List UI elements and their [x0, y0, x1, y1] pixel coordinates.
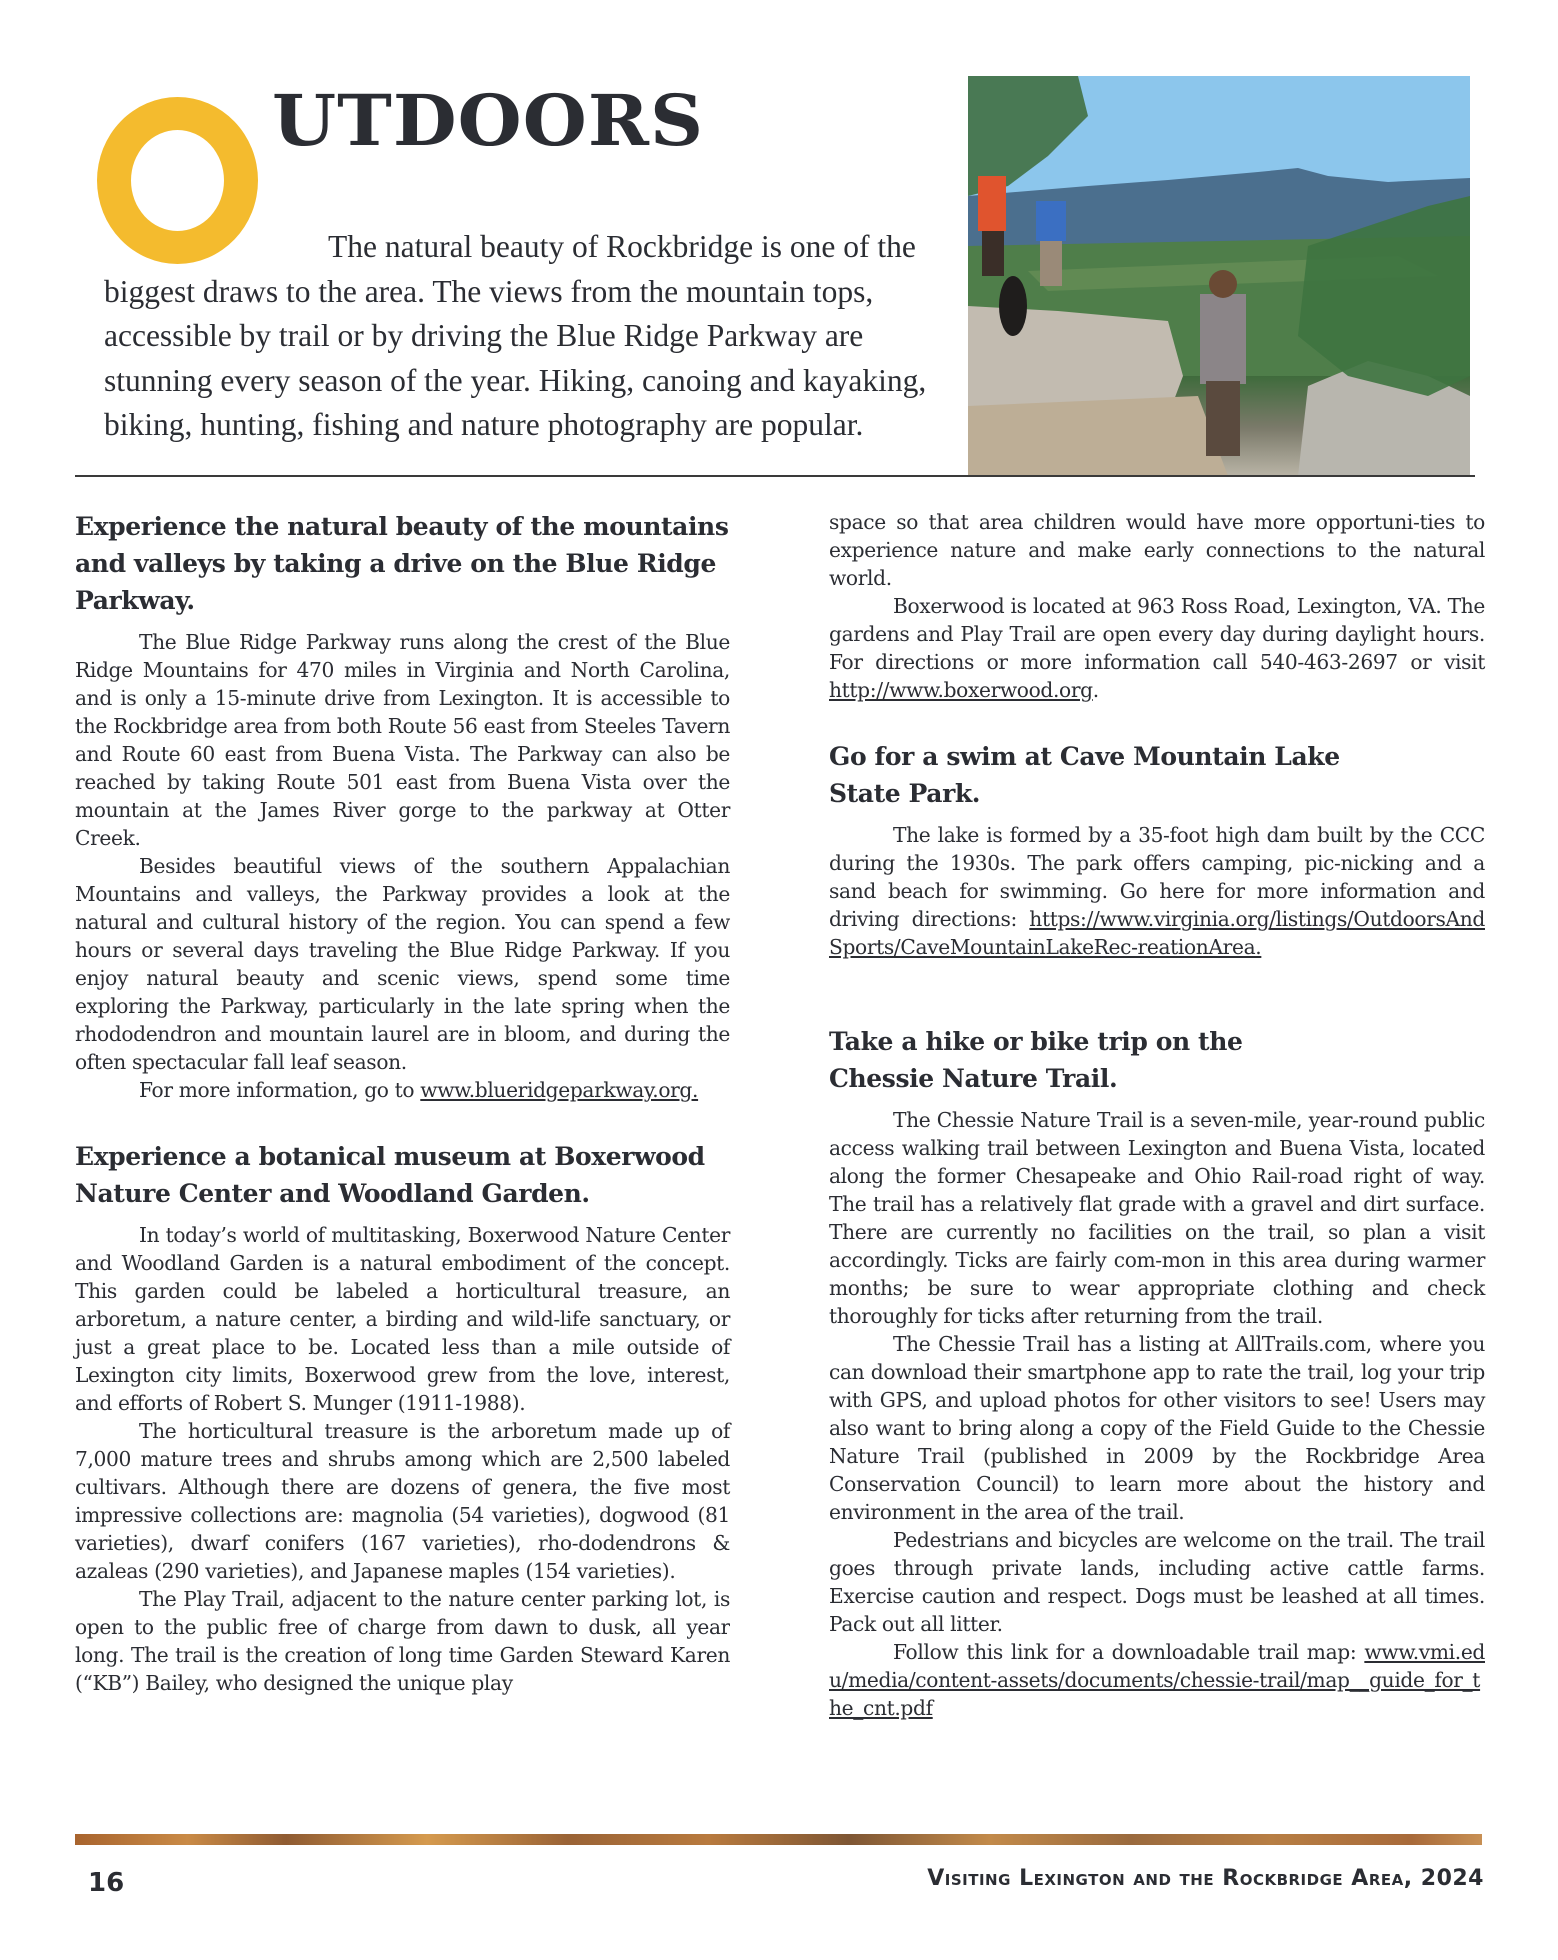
intro-text: The natural beauty of Rockbridge is one of the biggest draws to the area. The views from the mountain tops, accessible by trail or by driving the Blue Ridge Parkway are stunning every season of the year. Hiking, canoing and kayaking, biking, hunting, fishing and nature photography are popular. [104, 229, 927, 443]
photo-illustration [968, 76, 1470, 476]
boxerwood-paragraph-3-continued: space so that area children would have more opportuni-ties to experience nature and make early connections to the natural world. [829, 510, 1485, 590]
photo-dog [999, 276, 1027, 336]
chessie-paragraph-3: Pedestrians and bicycles are welcome on the trail. The trail goes through private lands, including active cattle farms. Exercise caution and respect. Dogs must be leashed at all times. Pack out all litter. [829, 1528, 1485, 1636]
chessie-paragraph-4: Follow this link for a downloadable trail map: www.vmi.edu/media/content-assets/documents/chessie-trail/map__guide_for_the_cnt.pdf [829, 1640, 1485, 1720]
section-heading-cave-mountain: Go for a swim at Cave Mountain Lake State Park. [829, 742, 1340, 808]
section-heading-parkway: Experience the natural beauty of the mountains and valleys by taking a drive on the Blue Ridge Parkway. [75, 512, 729, 615]
chessie-paragraph-1: The Chessie Nature Trail is a seven-mile, year-round public access walking trail between Lexington and Buena Vista, located along the former Chesapeake and Ohio Rail-road right of way. The trail has a relatively flat grade with a gravel and dirt surface. There are currently no facilities on the trail, so plan a visit accordingly. Ticks are fairly com-mon in this area during warmer months; be sure to wear appropriate clothing and check thoroughly for ticks after returning from the trail. [829, 1108, 1485, 1328]
boxerwood-paragraph-4: Boxerwood is located at 963 Ross Road, Lexington, VA. The gardens and Play Trail are open every day during daylight hours. For directions or more information call 540-463-2697 or visit http://www.boxerwood.org. [829, 594, 1485, 702]
parkway-paragraph-1: The Blue Ridge Parkway runs along the crest of the Blue Ridge Mountains for 470 miles in Virginia and North Carolina, and is only a 15-minute drive from Lexington. It is accessible to the Rockbridge area from both Route 56 east from Steeles Tavern and Route 60 east from Buena Vista. The Parkway can also be reached by taking Route 501 east from Buena Vista over the mountain at the James River gorge to the parkway at Otter Creek. [75, 630, 730, 850]
left-column [75, 508, 730, 1697]
page-title: UTDOORS [272, 79, 705, 162]
photo-hiker-orange [978, 176, 1006, 231]
footer-decorative-bar [75, 1834, 1482, 1845]
parkway-paragraph-3: For more information, go to www.blueridgeparkway.org. [139, 1078, 699, 1102]
section-heading-chessie: Take a hike or bike trip on the Chessie Nature Trail. [829, 1027, 1243, 1093]
intro-paragraph [104, 225, 954, 448]
right-column [829, 508, 1485, 1722]
running-title: Visiting Lexington and the Rockbridge Area, 2024 [927, 1866, 1484, 1891]
header-divider [75, 475, 1475, 477]
chessie-map-link[interactable]: www.vmi.edu/media/content-assets/documents/chessie-trail/map__guide_for_the_cnt.pdf [829, 1640, 1485, 1720]
section-heading-boxerwood: Experience a botanical museum at Boxerwood Nature Center and Woodland Garden. [75, 1142, 705, 1208]
photo-hiker-blue-pack [1036, 201, 1066, 241]
page-number: 16 [88, 1868, 125, 1898]
parkway-paragraph-2: Besides beautiful views of the southern Appalachian Mountains and valleys, the Parkway provides a look at the natural and cultural history of the region. You can spend a few hours or several days traveling the Blue Ridge Parkway. If you enjoy natural beauty and scenic views, spend some time exploring the Parkway, particularly in the late spring when the rhododendron and mountain laurel are in bloom, and during the often spectacular fall leaf season. [75, 854, 730, 1074]
boxerwood-paragraph-2: The horticultural treasure is the arboretum made up of 7,000 mature trees and shrubs among which are 2,500 labeled cultivars. Although there are dozens of genera, the five most impressive collections are: magnolia (54 varieties), dogwood (81 varieties), dwarf conifers (167 varieties), rho-dodendrons & azaleas (290 varieties), and Japanese maples (154 varieties). [75, 1419, 730, 1583]
boxerwood-paragraph-1: In today’s world of multitasking, Boxerwood Nature Center and Woodland Garden is a natural embodiment of the concept. This garden could be labeled a horticultural treasure, an arboretum, a nature center, a birding and wild-life sanctuary, or just a great place to be. Located less than a mile outside of Lexington city limits, Boxerwood grew from the love, interest, and efforts of Robert S. Munger (1911-1988). [75, 1223, 730, 1415]
virginia-org-link[interactable]: https://www.virginia.org/listings/OutdoorsAndSports/CaveMountainLakeRec-reationArea. [829, 907, 1485, 959]
blueridgeparkway-link[interactable]: www.blueridgeparkway.org. [420, 1078, 699, 1102]
boxerwood-link[interactable]: http://www.boxerwood.org [829, 678, 1093, 702]
photo-hiker-backpack [1200, 294, 1246, 384]
cave-mountain-paragraph-1: The lake is formed by a 35-foot high dam built by the CCC during the 1930s. The park offers camping, pic-nicking and a sand beach for swimming. Go here for more information and driving directions: https://www.virginia.org/listings/OutdoorsAndSports/CaveMountainLakeRec-reationArea. [829, 823, 1485, 959]
hero-photo [968, 76, 1470, 476]
chessie-paragraph-2: The Chessie Trail has a listing at AllTrails.com, where you can download their smartphone app to rate the trail, log your trip with GPS, and upload photos for other visitors to see! Users may also want to bring along a copy of the Field Guide to the Chessie Nature Trail (published in 2009 by the Rockbridge Area Conservation Council) to learn more about the history and environment in the area of the trail. [829, 1332, 1485, 1524]
boxerwood-paragraph-3: The Play Trail, adjacent to the nature center parking lot, is open to the public free of charge from dawn to dusk, all year long. The trail is the creation of long time Garden Steward Karen (“KB”) Bailey, who designed the unique play [75, 1587, 730, 1695]
